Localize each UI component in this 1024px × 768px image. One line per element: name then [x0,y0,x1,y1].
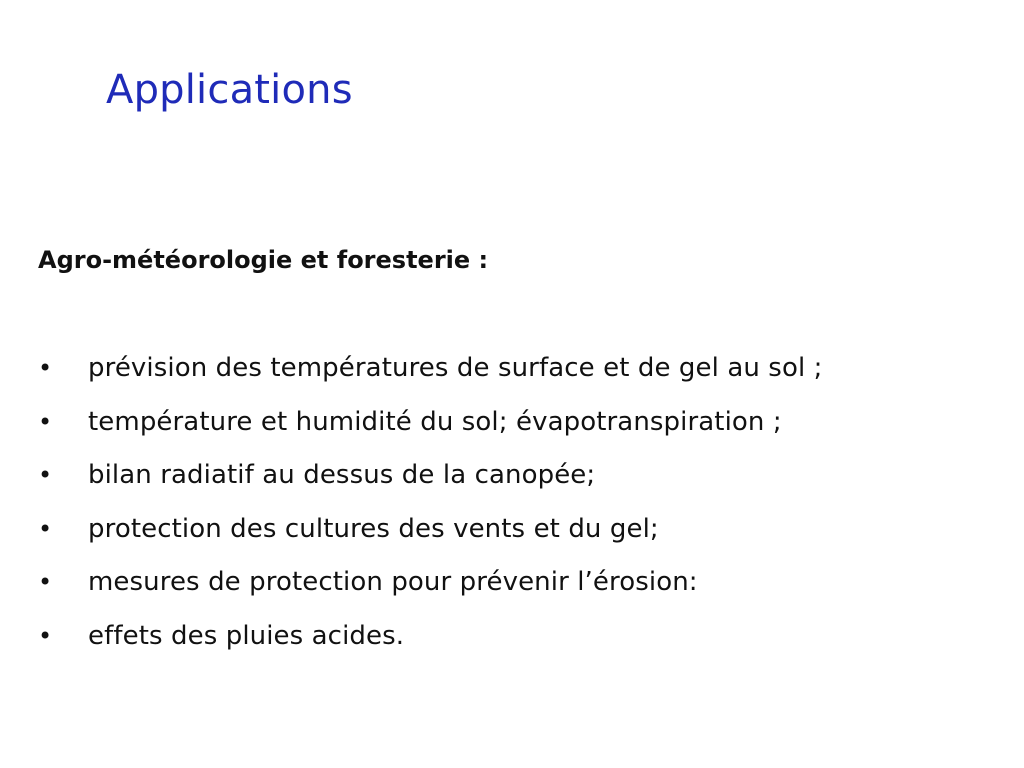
list-item [0,398,1024,452]
list-item [0,612,1024,666]
bullet-text: prévision des températures de surface et de gel au sol ; [88,353,823,383]
bullet-icon: • [38,407,53,436]
bullet-list [0,344,1024,666]
section-heading: Agro-météorologie et foresterie : [38,246,489,274]
bullet-text: bilan radiatif au dessus de la canopée; [88,460,596,491]
bullet-icon: • [38,621,53,650]
bullet-text: mesures de protection pour prévenir l’érosion: [88,567,698,598]
bullet-icon: • [38,568,53,597]
bullet-text: effets des pluies acides. [88,620,405,651]
list-item [0,558,1024,612]
list-item [0,344,1024,398]
list-item [0,451,1024,505]
bullet-icon: • [38,461,53,490]
slide-title: Applications [106,67,353,113]
bullet-icon: • [38,514,53,543]
bullet-icon: • [38,354,53,382]
bullet-text: température et humidité du sol; évapotranspiration ; [88,406,782,437]
list-item [0,505,1024,559]
bullet-text: protection des cultures des vents et du gel; [88,513,659,544]
